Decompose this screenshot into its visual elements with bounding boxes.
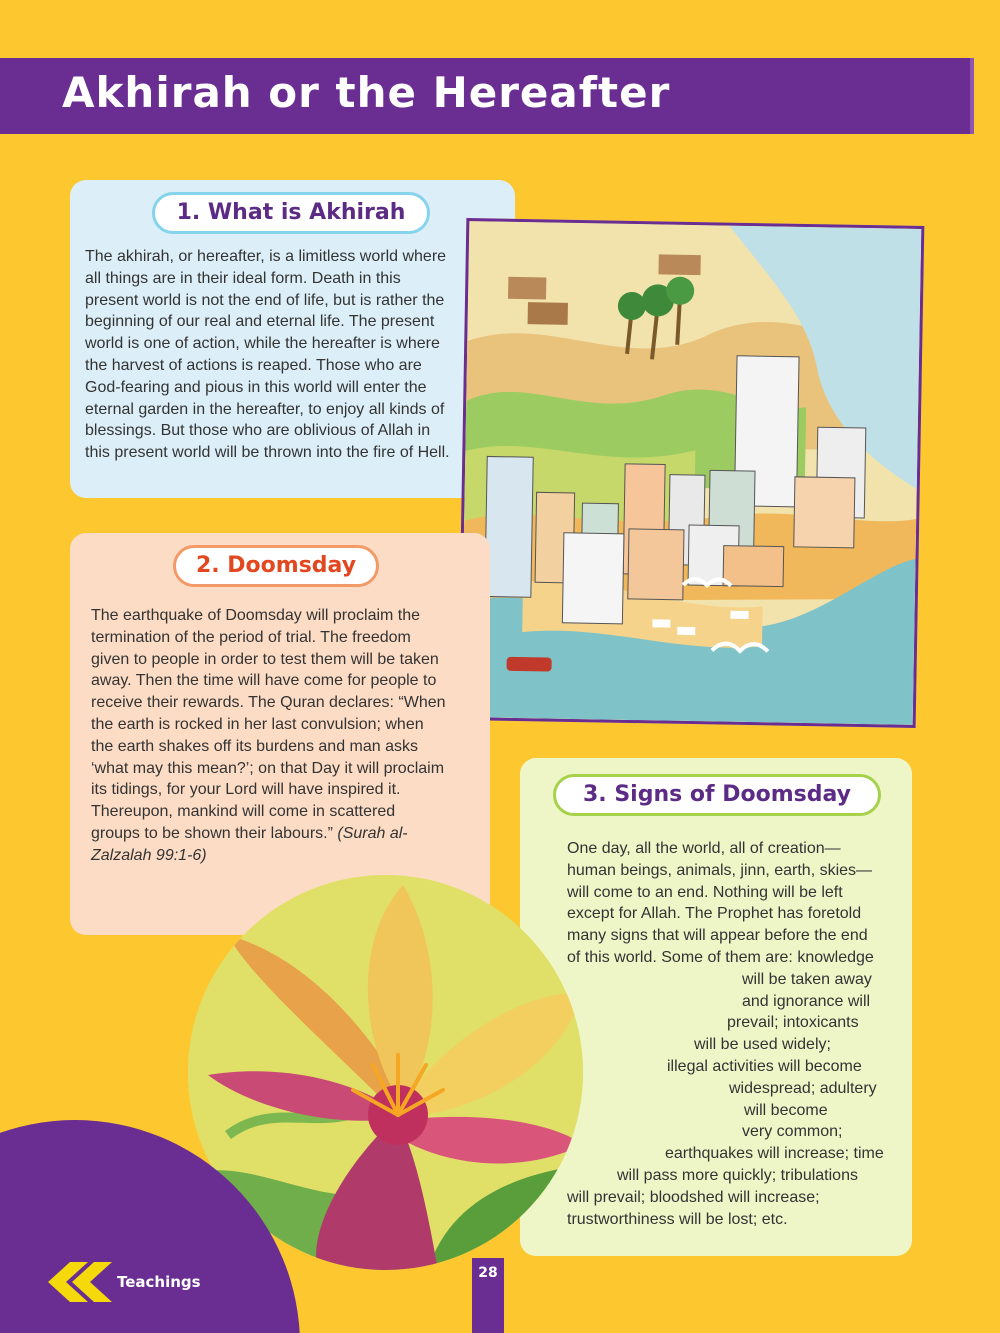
body-line: prevail; intoxicants	[727, 1014, 859, 1032]
body-line: except for Allah. The Prophet has foretold	[567, 905, 862, 923]
body-line: trustworthiness will be lost; etc.	[567, 1210, 788, 1228]
body-line: human beings, animals, jinn, earth, skies—	[567, 861, 873, 879]
section-heading: 2. Doomsday	[173, 545, 379, 587]
page-number: 28	[478, 1265, 498, 1281]
body-line: will come to an end. Nothing will be left	[567, 883, 843, 901]
body-line: many signs that will appear before the end	[567, 927, 868, 945]
footer-section-label: Teachings	[117, 1273, 201, 1291]
body-line: will become	[744, 1101, 828, 1119]
body-line: very common;	[742, 1123, 843, 1141]
section-heading: 3. Signs of Doomsday	[553, 774, 881, 816]
body-line: illegal activities will become	[667, 1057, 862, 1075]
section-what-is-akhirah	[70, 180, 515, 498]
body-line: of this world. Some of them are: knowledge	[567, 948, 874, 966]
section-heading: 1. What is Akhirah	[152, 192, 430, 234]
body-line: widespread; adultery	[729, 1079, 877, 1097]
section-body-text: The earthquake of Doomsday will proclaim the termination of the period of trial. The freedom given to people in order to test them will be taken away. Then the time will have come for people to receive their rewards. The Quran declares: “When the earth is rocked in her last convulsion; when the earth shakes off its burdens and man asks ‘what may this mean?’; on that Day it will proclaim its tidings, for your Lord will have inspired it. Thereupon, mankind will come in scattered groups to be shown their labours.”	[91, 607, 446, 842]
page-title: Akhirah or the Hereafter	[62, 68, 671, 117]
body-line: will prevail; bloodshed will increase;	[567, 1188, 820, 1206]
title-band	[0, 58, 974, 134]
section-body: The akhirah, or hereafter, is a limitless world where all things are in their ideal form. Death in this present world is not the end of life, but is rather the beginning of our real and eternal life. The present world is one of action, while the hereafter is where the harvest of actions is reaped. Those who are God-fearing and pious in this world will enter the eternal garden in the hereafter, to enjoy all kinds of blessings. But those who are oblivious of Allah in this present world will be thrown into the fire of Hell.	[85, 248, 450, 462]
city-illustration-svg	[461, 221, 922, 725]
body-line: earthquakes will increase; time	[665, 1145, 884, 1163]
section-body	[91, 605, 446, 867]
body-line: One day, all the world, all of creation—	[567, 840, 841, 857]
city-illustration	[458, 218, 925, 728]
section-body	[567, 838, 912, 1230]
chevron-left-icon	[72, 1262, 112, 1302]
body-line: will be taken away	[742, 970, 872, 988]
section-signs-of-doomsday	[520, 758, 912, 1256]
body-line: and ignorance will	[742, 992, 871, 1010]
body-line: will be used widely;	[694, 1036, 831, 1054]
quran-citation: (Surah al-Zalzalah 99:1-6)	[91, 824, 408, 864]
body-line: will pass more quickly; tribulations	[617, 1166, 858, 1184]
section-doomsday	[70, 533, 490, 935]
